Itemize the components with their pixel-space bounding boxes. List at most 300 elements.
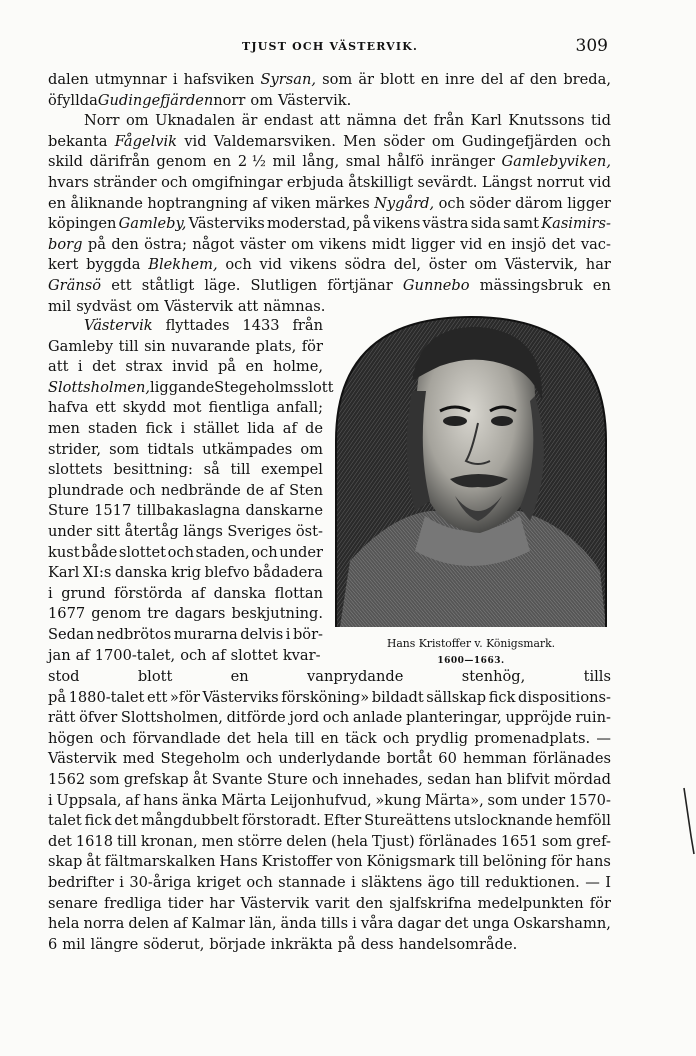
word: sin [144, 337, 166, 355]
word: 6 [48, 935, 58, 953]
word: öst- [295, 522, 323, 540]
word: grund [61, 584, 106, 602]
word: den [111, 235, 139, 253]
text-line [48, 152, 611, 173]
word: anlade [352, 709, 403, 727]
word: af [211, 646, 226, 664]
word: Sture [266, 770, 308, 788]
word: danska [115, 564, 168, 582]
word: en [213, 153, 232, 171]
italic-word: borg [48, 235, 83, 253]
text-line [48, 667, 611, 688]
word: kriget [196, 873, 241, 891]
word: så [203, 461, 220, 479]
word: Stureättens [364, 812, 451, 830]
text-line [48, 194, 611, 215]
word: danskarne [245, 502, 323, 520]
word: 1651 [500, 832, 538, 850]
text-line [48, 522, 323, 543]
text-line [48, 873, 611, 894]
paragraph-3-continued [48, 667, 611, 955]
word: och [438, 194, 465, 212]
word: beskjutning. [231, 605, 323, 623]
word: något [192, 235, 235, 253]
word: smal [345, 153, 381, 171]
word: för [589, 894, 611, 912]
word: Efter [323, 812, 362, 830]
word: märkes [315, 194, 370, 212]
page-number: 309 [575, 36, 608, 56]
word: lida [247, 419, 275, 437]
word: om [126, 112, 149, 130]
text-line [48, 729, 611, 750]
word: flottan [274, 584, 323, 602]
text-line [48, 398, 323, 419]
word: Sedan [48, 625, 95, 643]
word: 1570- [568, 791, 611, 809]
word: grefskap [123, 770, 189, 788]
word: söder [469, 194, 511, 212]
word: (hela [330, 832, 369, 850]
word: sedan [427, 770, 471, 788]
word: bekanta [48, 132, 108, 150]
word: förvandlade [132, 729, 221, 747]
word: mördad [554, 770, 611, 788]
word: i [119, 873, 124, 891]
word: breda, [563, 71, 611, 88]
text-line [48, 316, 323, 337]
word: Västervik [164, 297, 233, 315]
text-line [48, 214, 611, 235]
word: en [320, 729, 339, 747]
word: utkämpades [202, 440, 293, 458]
word: från [292, 317, 323, 334]
word: Västervik [240, 894, 310, 912]
word: sällskap [426, 688, 487, 706]
word: Knutssons [508, 112, 585, 130]
word: besittning: [113, 461, 193, 479]
word: vikens [373, 215, 421, 233]
word: nämna [346, 112, 397, 130]
scan-margin-mark [682, 786, 696, 856]
word: är [358, 71, 375, 88]
word: vid [259, 256, 282, 274]
word: fick [84, 812, 112, 830]
word: under [48, 522, 92, 540]
word: och [99, 729, 127, 747]
italic-word: Gudingefjärden [97, 91, 214, 109]
word: det [444, 915, 469, 933]
word: tills [583, 668, 611, 685]
word: 1700-talet, [94, 646, 176, 664]
word: på [352, 215, 371, 233]
word: ståtligt [141, 276, 195, 294]
word: delen [128, 915, 170, 933]
word: Gamleby [48, 337, 114, 355]
word: skild [48, 153, 84, 171]
text-line [48, 357, 323, 378]
paragraph-1 [48, 70, 611, 111]
word: mil [62, 935, 86, 953]
word: 1880-talet [68, 688, 145, 706]
word: att [48, 358, 69, 376]
word: handelsområde. [398, 935, 518, 953]
word: bedrifter [48, 873, 114, 891]
word: inkräkta [270, 935, 333, 953]
word: mot [173, 399, 202, 417]
word: sydväst [76, 297, 132, 315]
word: blott [137, 668, 173, 685]
word: lång, [302, 153, 340, 171]
word: fredliga [103, 894, 162, 912]
word: vikens [319, 235, 367, 253]
italic-word: Kasimirs- [541, 215, 611, 233]
word: under [279, 543, 323, 561]
word: högen [48, 729, 94, 747]
word: till [459, 873, 480, 891]
word: tidtals [147, 440, 194, 458]
word: Västervik, [504, 256, 579, 274]
word: Längst [481, 173, 533, 191]
word: Oskarshamn, [513, 915, 611, 933]
word: slott [300, 378, 334, 396]
word: endast [263, 112, 314, 130]
word: söderut, [143, 935, 205, 953]
word: dagars [174, 605, 226, 623]
word: men [201, 832, 234, 850]
word: vikens [289, 256, 337, 274]
text-line [48, 832, 611, 853]
word: åt [86, 853, 101, 871]
word: väster [239, 235, 286, 253]
word: och [584, 132, 611, 150]
word: och [180, 646, 207, 664]
word: sida [470, 215, 501, 233]
word: holme, [273, 358, 323, 376]
word: vid [460, 235, 483, 253]
word: ett [146, 688, 168, 706]
word: del [480, 71, 504, 88]
word: mil [48, 297, 72, 315]
left-column-text [48, 316, 334, 666]
word: Kalmar [191, 915, 246, 933]
word: ditförde [226, 709, 286, 727]
word: dagar [397, 915, 441, 933]
word: till [458, 853, 479, 871]
word: Leijonhufvud, [270, 791, 372, 809]
word: af [509, 71, 524, 88]
text-line [48, 501, 323, 522]
word: staden, [195, 543, 250, 561]
word: i [172, 71, 178, 88]
word: och [225, 256, 252, 274]
word: försköning» [281, 688, 370, 706]
word: hvars [48, 173, 89, 191]
word: Valdemarsviken. [213, 132, 336, 150]
word: Stegeholms [214, 378, 301, 396]
text-line [48, 235, 611, 256]
word: började [209, 935, 266, 953]
word: »för [169, 688, 200, 706]
word: hoptrangning [147, 194, 248, 212]
word: staden [88, 419, 138, 437]
word: den [529, 71, 558, 88]
figure-caption-years: 1600—1663. [437, 656, 505, 666]
word: som [322, 71, 353, 88]
word: den [355, 894, 384, 912]
word: vid [184, 132, 207, 150]
word: därom [515, 194, 563, 212]
top-text-block [48, 70, 611, 317]
paragraph-3-column [48, 316, 334, 666]
word: hafsviken [183, 71, 255, 88]
word: Stegeholm [160, 750, 240, 768]
word: 1618 [75, 832, 113, 850]
italic-word: Västervik [84, 317, 153, 334]
word: kert [48, 256, 79, 274]
text-line [48, 276, 611, 297]
word: längre [90, 935, 139, 953]
word: på [337, 935, 356, 953]
word: från [433, 112, 465, 130]
word: i [48, 584, 53, 602]
word: de [305, 419, 323, 437]
word: invid [172, 358, 209, 376]
italic-word: Gamlebyviken, [501, 153, 611, 171]
word: och [129, 481, 156, 499]
text-line [48, 70, 611, 91]
word: Sten [289, 481, 323, 499]
word: därifrån [89, 153, 150, 171]
paragraph-2 [48, 111, 611, 317]
word: rätt [48, 709, 76, 727]
word: förstörda [114, 584, 183, 602]
portrait-engraving [330, 311, 612, 627]
word: kust [48, 543, 80, 561]
word: underlydande [278, 750, 381, 768]
word: län, [249, 915, 277, 933]
word: ruin- [575, 709, 611, 727]
word: med [122, 750, 155, 768]
running-title: TJUST OCH VÄSTERVIK. [241, 40, 419, 53]
word: det [48, 832, 72, 850]
word: större [237, 832, 283, 850]
word: släktens [361, 873, 423, 891]
word: nämnas. [263, 297, 326, 315]
word: af [173, 915, 188, 933]
word: tills [320, 915, 349, 933]
word: vid [588, 173, 611, 191]
word: hela [48, 915, 80, 933]
word: de [246, 481, 265, 499]
word: inre [445, 71, 475, 88]
word: åtskilligt [348, 173, 414, 191]
word: stället [193, 419, 240, 437]
word: dalen [48, 71, 89, 88]
word: en [420, 71, 439, 88]
word: slottet [118, 543, 167, 561]
word: ända [280, 915, 317, 933]
word: — [585, 873, 600, 891]
word: liggande [150, 378, 215, 396]
word: af [75, 646, 90, 664]
word: Tjust) [372, 832, 415, 850]
word: i [77, 358, 83, 376]
word: jan [48, 646, 71, 664]
word: Karl [470, 112, 502, 130]
text-line [48, 935, 611, 956]
word: Sveriges [227, 522, 292, 540]
word: om [250, 91, 274, 109]
word: ett [95, 399, 116, 417]
word: en [592, 276, 611, 294]
word: strider, [48, 440, 101, 458]
word: öfyllda [48, 91, 98, 109]
italic-word: Gränsö [48, 276, 102, 294]
word: planteringar, [406, 709, 502, 727]
text-line [48, 91, 611, 112]
text-line [48, 481, 323, 502]
word: tid [591, 112, 611, 130]
word: af [282, 419, 297, 437]
word: söder [383, 132, 425, 150]
word: delen [286, 832, 327, 850]
word: på [48, 688, 67, 706]
word: för [301, 337, 323, 355]
portrait-figure [330, 311, 612, 627]
word: är [241, 112, 258, 130]
word: längs [183, 522, 223, 540]
word: både [81, 543, 118, 561]
word: åliknande [70, 194, 143, 212]
text-line [48, 440, 323, 461]
word: plats, [255, 337, 297, 355]
word: har [209, 894, 235, 912]
word: kronan, [140, 832, 198, 850]
word: XI:s [82, 564, 112, 582]
word: belöning [482, 853, 547, 871]
italic-word: Blekhem, [148, 256, 218, 274]
word: moderstad, [266, 215, 351, 233]
word: von [336, 853, 363, 871]
word: Västerviks [188, 215, 265, 233]
word: Uknadalen [155, 112, 236, 130]
word: förstoradt. [241, 812, 321, 830]
word: under [521, 791, 566, 809]
word: af [269, 481, 284, 499]
word: genom [156, 153, 207, 171]
text-line [48, 894, 611, 915]
text-line [48, 378, 334, 399]
word: insjö [511, 235, 547, 253]
word: bortåt [386, 750, 433, 768]
word: Slutligen [250, 276, 318, 294]
word: »kung [375, 791, 422, 809]
word: i [48, 791, 53, 809]
word: och [311, 770, 339, 788]
word: kvar- [282, 646, 321, 664]
word: Gudingefjärden [461, 132, 578, 150]
word: norra [83, 915, 125, 933]
text-line [48, 811, 611, 832]
word: anfall; [276, 399, 323, 417]
word: köpingen [48, 215, 117, 233]
word: till [230, 461, 251, 479]
word: I [605, 873, 611, 891]
word: det [114, 812, 139, 830]
word: blefvo [204, 564, 250, 582]
word: ligger [567, 194, 611, 212]
word: slottet [230, 646, 278, 664]
word: ligger [411, 235, 455, 253]
text-line [48, 132, 611, 153]
word: slottets [48, 461, 103, 479]
word: skap [48, 853, 83, 871]
word: promenadplats. [474, 729, 591, 747]
italic-word: Nygård, [374, 194, 435, 212]
word: stod [48, 668, 80, 685]
word: en [245, 358, 264, 376]
word: tider [167, 894, 204, 912]
word: prydlig [415, 729, 469, 747]
italic-word: Syrsan, [260, 71, 316, 88]
word: senare [48, 894, 98, 912]
text-line [48, 460, 323, 481]
text-line [48, 708, 611, 729]
word: till [116, 832, 137, 850]
word: det [92, 358, 116, 376]
word: — [596, 729, 611, 747]
word: hans [575, 853, 611, 871]
text-line [48, 173, 611, 194]
word: och [322, 709, 350, 727]
word: del, [393, 256, 422, 274]
word: norrut [536, 173, 585, 191]
word: en [487, 235, 506, 253]
italic-word: Fågelvik [114, 132, 178, 150]
figure-caption-name: Hans Kristoffer v. Königsmark. [386, 637, 556, 650]
word: jord [289, 709, 320, 727]
word: på [217, 358, 237, 376]
word: 1517 [94, 502, 132, 520]
word: fältmarskalken [104, 853, 216, 871]
word: Västervik [48, 750, 117, 768]
word: läge. [204, 276, 241, 294]
word: till [294, 729, 315, 747]
word: om [300, 440, 323, 458]
word: som [541, 832, 573, 850]
word: blifvit [506, 770, 550, 788]
word: och [251, 543, 278, 561]
word: och [245, 750, 273, 768]
word: stränder [93, 173, 157, 191]
word: nedbrände [160, 481, 241, 499]
word: blott [380, 71, 415, 88]
word: medelpunkten [477, 894, 584, 912]
word: bildadt [371, 688, 424, 706]
word: och [246, 873, 273, 891]
word: plundrade [48, 481, 124, 499]
word: ett [111, 276, 132, 294]
word: Västerviks [202, 688, 279, 706]
word: Västervik. [278, 91, 352, 109]
word: fick [145, 419, 173, 437]
text-line [48, 563, 323, 584]
word: nedbrötos [96, 625, 172, 643]
word: af [191, 584, 206, 602]
word: som [487, 791, 518, 809]
word: på [87, 235, 106, 253]
